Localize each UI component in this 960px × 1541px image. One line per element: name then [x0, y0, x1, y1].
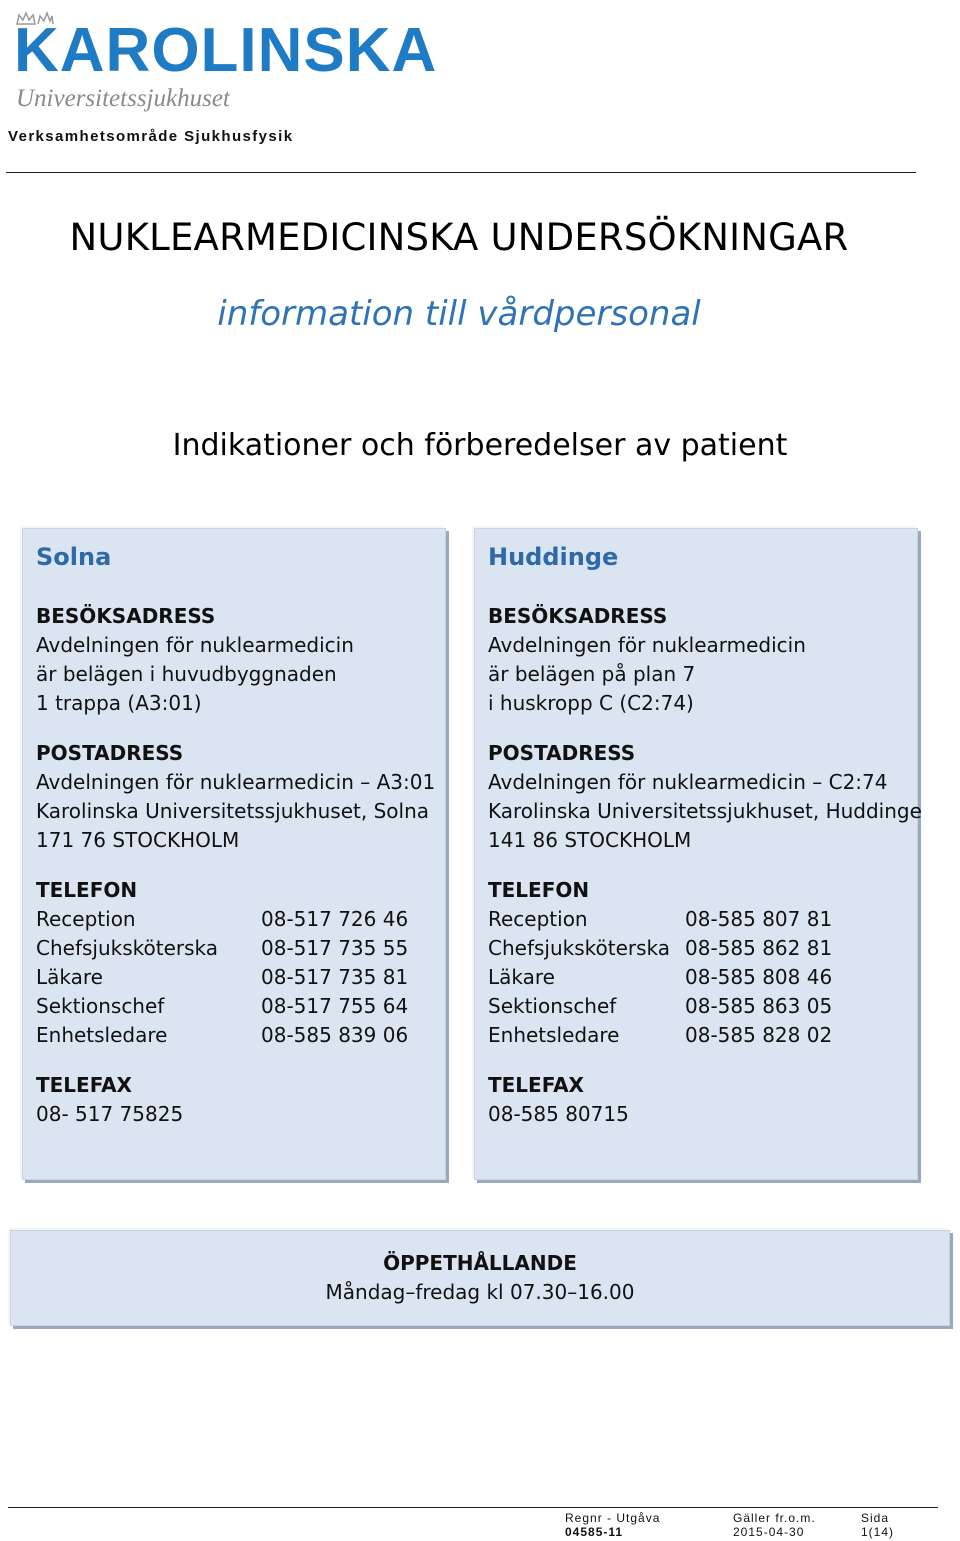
logo-subtitle: Universitetssjukhuset — [16, 85, 230, 112]
footer-regnr-value: 04585-11 — [565, 1525, 624, 1539]
post-address-line: Karolinska Universitetssjukhuset, Solna — [36, 799, 429, 823]
visit-address-line: 1 trappa (A3:01) — [36, 691, 202, 715]
phone-row — [488, 934, 909, 963]
huddinge-panel — [474, 528, 922, 1180]
post-address-title: POSTADRESS — [488, 741, 636, 765]
phone-row — [36, 1021, 437, 1050]
footer-divider — [8, 1507, 938, 1508]
visit-address-line: är belägen i huvudbyggnaden — [36, 662, 337, 686]
phone-role: Enhetsledare — [488, 1023, 620, 1047]
phone-title: TELEFON — [488, 878, 590, 902]
phone-role: Reception — [36, 907, 136, 931]
document-subtitle: information till vårdpersonal — [217, 294, 701, 334]
department-label: Verksamhetsområde Sjukhusfysik — [8, 128, 294, 145]
phone-role: Sektionschef — [488, 994, 617, 1018]
phone-row — [488, 992, 909, 1021]
footer-page-value: 1(14) — [861, 1525, 895, 1539]
visit-address-title: BESÖKSADRESS — [36, 604, 216, 628]
post-address-title: POSTADRESS — [36, 741, 184, 765]
fax-title: TELEFAX — [488, 1073, 584, 1097]
phone-title: TELEFON — [36, 878, 138, 902]
visit-address-line: är belägen på plan 7 — [488, 662, 696, 686]
phone-number: 08-585 862 81 — [685, 936, 833, 960]
phone-number: 08-585 839 06 — [261, 1023, 409, 1047]
footer-page-label: Sida — [861, 1511, 890, 1525]
visit-address-line: Avdelningen för nuklearmedicin — [36, 633, 354, 657]
fax-title: TELEFAX — [36, 1073, 132, 1097]
opening-hours-text: Måndag–fredag kl 07.30–16.00 — [325, 1280, 635, 1304]
post-address-line: Avdelningen för nuklearmedicin – A3:01 — [36, 770, 436, 794]
footer-page — [861, 1511, 894, 1539]
phone-role: Sektionschef — [36, 994, 165, 1018]
footer-regnr — [565, 1511, 660, 1539]
section-heading: Indikationer och förberedelser av patient — [172, 428, 788, 463]
phone-number: 08-517 726 46 — [261, 907, 409, 931]
footer-valid-label: Gäller fr.o.m. — [733, 1511, 816, 1525]
phone-role: Chefsjuksköterska — [36, 936, 219, 960]
phone-role: Läkare — [36, 965, 103, 989]
phone-row — [36, 905, 437, 934]
post-address-line: 171 76 STOCKHOLM — [36, 828, 240, 852]
opening-hours-title: ÖPPETHÅLLANDE — [383, 1251, 577, 1275]
phone-role: Läkare — [488, 965, 555, 989]
footer-valid-from — [733, 1511, 816, 1539]
visit-address-title: BESÖKSADRESS — [488, 604, 668, 628]
phone-row — [488, 963, 909, 992]
opening-hours-panel — [10, 1230, 950, 1326]
panel-city: Solna — [36, 543, 112, 571]
fax-number: 08- 517 75825 — [36, 1102, 184, 1126]
phone-number: 08-585 828 02 — [685, 1023, 833, 1047]
phone-number: 08-517 735 81 — [261, 965, 409, 989]
phone-role: Enhetsledare — [36, 1023, 168, 1047]
phone-number: 08-585 807 81 — [685, 907, 833, 931]
phone-role: Reception — [488, 907, 588, 931]
logo-wordmark: KAROLINSKA — [14, 16, 438, 85]
document-title: NUKLEARMEDICINSKA UNDERSÖKNINGAR — [69, 216, 849, 259]
footer-valid-value: 2015-04-30 — [733, 1525, 805, 1539]
visit-address-line: Avdelningen för nuklearmedicin — [488, 633, 806, 657]
karolinska-logo — [12, 8, 457, 112]
phone-number: 08-517 755 64 — [261, 994, 409, 1018]
phone-row — [36, 992, 437, 1021]
panel-city: Huddinge — [488, 543, 619, 571]
phone-number: 08-585 808 46 — [685, 965, 833, 989]
footer-regnr-label: Regnr - Utgåva — [565, 1511, 661, 1525]
phone-number: 08-517 735 55 — [261, 936, 409, 960]
fax-number: 08-585 80715 — [488, 1102, 629, 1126]
visit-address-line: i huskropp C (C2:74) — [488, 691, 694, 715]
phone-role: Chefsjuksköterska — [488, 936, 671, 960]
post-address-line: Karolinska Universitetssjukhuset, Huddinge — [488, 799, 922, 823]
header-divider — [6, 172, 916, 173]
phone-row — [36, 934, 437, 963]
post-address-line: 141 86 STOCKHOLM — [488, 828, 692, 852]
phone-row — [488, 905, 909, 934]
solna-panel — [22, 528, 446, 1180]
phone-number: 08-585 863 05 — [685, 994, 833, 1018]
post-address-line: Avdelningen för nuklearmedicin – C2:74 — [488, 770, 888, 794]
phone-row — [488, 1021, 909, 1050]
phone-row — [36, 963, 437, 992]
